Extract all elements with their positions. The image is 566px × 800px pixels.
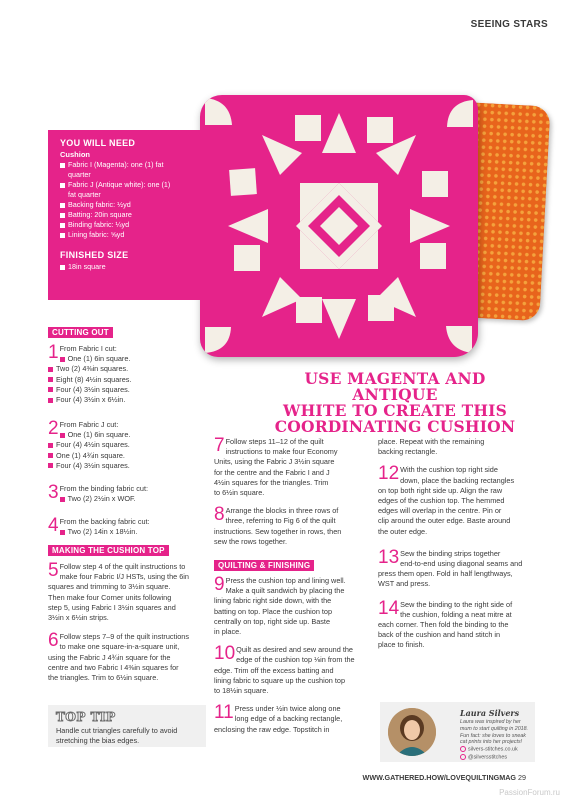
- supply-item: Lining fabric: ⅝yd: [60, 230, 193, 240]
- supply-item: Binding fabric: ¼yd: [60, 220, 193, 230]
- you-will-need-title: YOU WILL NEED: [60, 138, 136, 148]
- finished-size-value: 18in square: [60, 262, 193, 272]
- star-quilt-block-graphic: [200, 95, 478, 357]
- cutting-out-heading: CUTTING OUT: [48, 327, 113, 338]
- step-1: 1 From Fabric I cut: One (1) 6in square. Two (2) 4⅜in squares. Eight (8) 4½in squares. Four (4) 3½in squares. Four (4) 3½in x 6½in.: [48, 342, 132, 405]
- step-2: 2 From Fabric J cut: One (1) 6in square. Four (4) 4½in squares. One (1) 4¾in square. Four (4) 3½in squares.: [48, 418, 131, 470]
- bullet-icon: [60, 497, 65, 502]
- bullet-icon: [48, 453, 53, 458]
- step-8: 8 Arrange the blocks in three rows of three, referring to Fig 6 of the quilt instructions. Sew together in rows, then sew the rows together.: [214, 504, 342, 546]
- bullet-icon: [48, 463, 53, 468]
- bullet-icon: [48, 443, 53, 448]
- bullet-icon: [60, 213, 65, 218]
- instagram-icon: [460, 754, 466, 760]
- supply-item: fat quarter: [68, 190, 101, 199]
- step-10: 10 Quilt as desired and sew around the edge of the cushion top ⅛in from the edge. Trim off the excess batting and lining fabric to square up the cushion top to 18½in square.: [214, 643, 355, 696]
- cutting-out-section: [48, 322, 213, 541]
- bullet-icon: [60, 357, 65, 362]
- watermark: PassionForum.ru: [499, 788, 560, 797]
- step-13: 13 Sew the binding strips together end-to-end using diagonal seams and press them open. Fold in half lengthways, WST and press.: [378, 546, 523, 589]
- step-9: 9 Press the cushion top and lining well. Make a quilt sandwich by placing the lining fabric right side down, with the batting on top. Place the cushion top centrally on top, right side up. Baste in place.: [214, 574, 346, 637]
- supply-item: quarter: [68, 170, 91, 179]
- bullet-icon: [60, 223, 65, 228]
- bullet-icon: [60, 203, 65, 208]
- quilting-heading: QUILTING & FINISHING: [214, 560, 314, 571]
- section-title: SEEING STARS: [470, 19, 548, 30]
- top-tip-box: [48, 705, 206, 747]
- bullet-icon: [60, 233, 65, 238]
- headline: USE MAGENTA AND ANTIQUE WHITE TO CREATE THIS COORDINATING CUSHION: [274, 369, 516, 436]
- bullet-icon: [48, 387, 53, 392]
- finished-size-title: FINISHED SIZE: [60, 250, 129, 260]
- globe-icon: [460, 746, 466, 752]
- step-6: 6 Follow steps 7–9 of the quilt instructions to make one square-in-a-square unit, using the Fabric J 4¾in square for the centre and two Fabric I 4⅜in squares for the triangles. Trim to 6½in square.: [48, 630, 189, 683]
- step-4: 4 From the backing fabric cut: Two (2) 14in x 18½in.: [48, 515, 150, 537]
- step-3: 3 From the binding fabric cut: Two (2) 2½in x WOF.: [48, 482, 148, 504]
- step-11-continued: place. Repeat with the remaining backing rectangle.: [378, 437, 485, 457]
- bullet-icon: [60, 163, 65, 168]
- designer-name: Laura Silvers: [460, 708, 520, 718]
- step-12: 12 With the cushion top right side down, place the backing rectangles on top both right side up. Align the raw edges of the cushion top. The hemmed edges will overlap in the centre. Pin or clip around the outer edge. Baste around the outer edge.: [378, 463, 515, 536]
- bullet-icon: [60, 433, 65, 438]
- designer-bio-box: [380, 702, 535, 762]
- website-link[interactable]: silvers-stitches.co.uk: [460, 746, 518, 753]
- supply-item: Batting: 20in square: [60, 210, 193, 220]
- column-2: [214, 437, 374, 735]
- supply-item: Backing fabric: ½yd: [60, 200, 193, 210]
- step-14: 14 Sew the binding to the right side of the cushion, folding a neat mitre at each corner. Then fold the binding to the back of the cushion and hand stitch in place to finish.: [378, 597, 513, 650]
- step-5: 5 Follow step 4 of the quilt instructions to make four Fabric I/J HSTs, using the 6in squares and trimming to 3½in square. Then make four Corner units following step 5, using Fabric I 3½in squares and 3½in x 6½in strips.: [48, 560, 189, 623]
- footer: [363, 773, 526, 782]
- column-3: [378, 437, 540, 651]
- magenta-cushion-image: [200, 95, 478, 357]
- footer-url[interactable]: WWW.GATHERED.HOW/LOVEQUILTINGMAG: [362, 773, 516, 782]
- making-top-section: [48, 540, 213, 683]
- you-will-need-box: [48, 130, 203, 300]
- supply-item: Fabric I (Magenta): one (1) fat: [60, 160, 193, 170]
- top-tip-text: Handle cut triangles carefully to avoid stretching the bias edges.: [56, 726, 178, 745]
- bullet-icon: [48, 367, 53, 372]
- page-number: 29: [518, 773, 526, 782]
- step-7: 7 Follow steps 11–12 of the quilt instructions to make four Economy Units, using the Fabric J 3½in square for the centre and the Fabric I and J 4½in squares for the triangles. Trim to 6½in square.: [214, 435, 338, 498]
- supply-item: Fabric J (Antique white): one (1): [60, 180, 193, 190]
- you-will-need-subtitle: Cushion: [60, 150, 90, 159]
- bullet-icon: [60, 265, 65, 270]
- bullet-icon: [48, 398, 53, 403]
- designer-bio-text: Laura was inspired by her mum to start quilting in 2018. Fun fact: she loves to sneak cat prints into her projects!: [460, 719, 529, 746]
- making-top-heading: MAKING THE CUSHION TOP: [48, 545, 169, 556]
- top-tip-title: TOP TIP: [56, 710, 116, 724]
- designer-photo: [388, 708, 436, 756]
- bullet-icon: [60, 183, 65, 188]
- bullet-icon: [60, 530, 65, 535]
- step-11: 11 Press under ½in twice along one long edge of a backing rectangle, enclosing the raw edge. Topstitch in: [214, 702, 343, 734]
- designer-portrait-graphic: [388, 708, 436, 756]
- bullet-icon: [48, 377, 53, 382]
- instagram-link[interactable]: @silversstitches: [460, 754, 507, 761]
